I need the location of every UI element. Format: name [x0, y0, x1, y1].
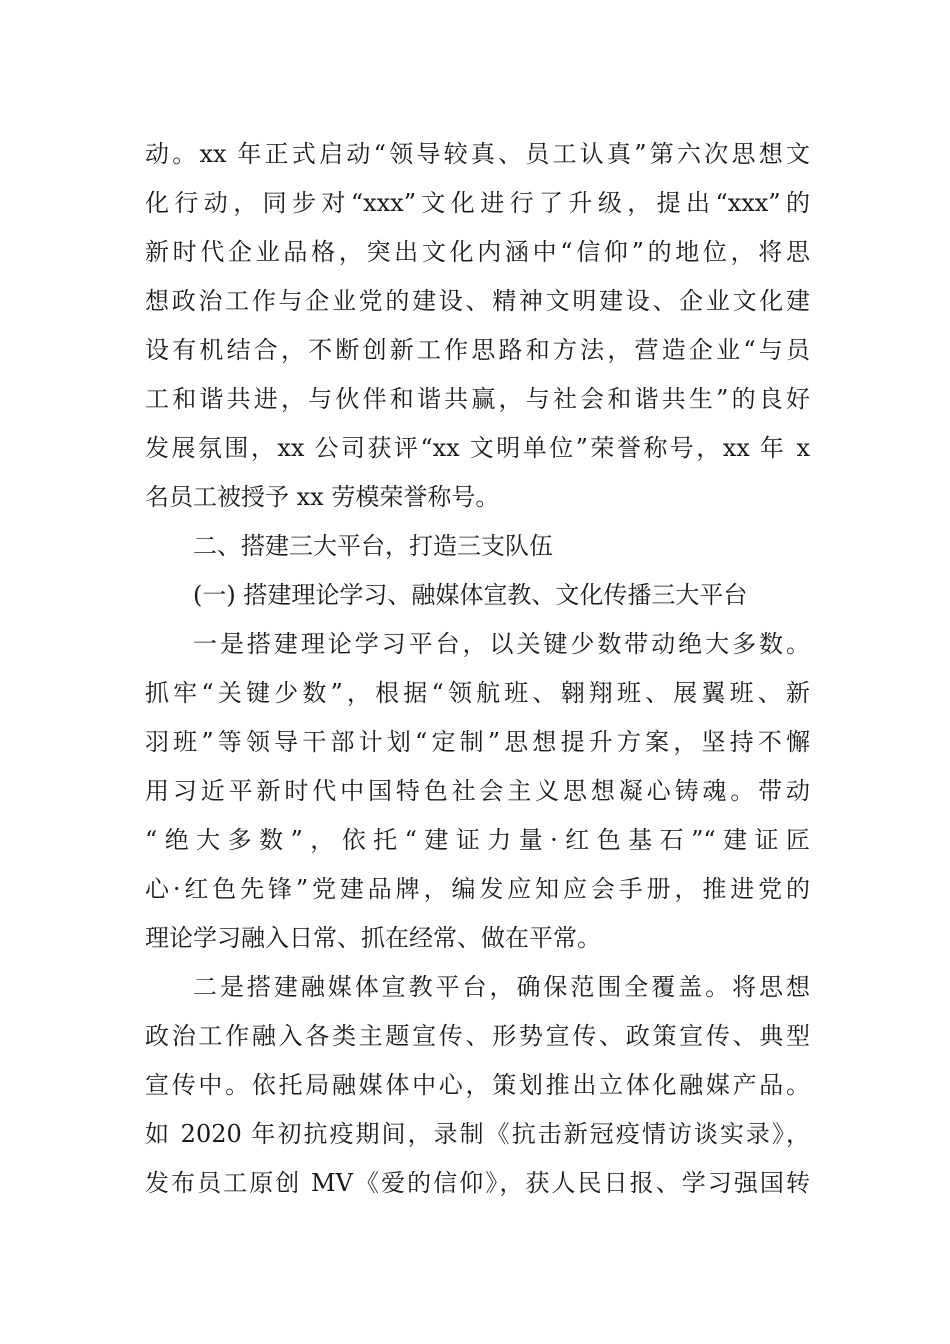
text-line: 宣传中。依托局融媒体中心，策划推出立体化融媒产品。	[145, 1071, 810, 1099]
paragraph-continued	[145, 130, 810, 522]
text-line: 一是搭建理论学习平台，以关键少数带动绝大多数。	[193, 630, 810, 658]
text-line: 用习近平新时代中国特色社会主义思想凝心铸魂。带动	[145, 777, 810, 805]
text-line: 发布员工原创 MV《爱的信仰》，获人民日报、学习强国转	[145, 1169, 810, 1197]
text-line: 心·红色先锋”党建品牌，编发应知应会手册，推进党的	[145, 875, 810, 903]
text-line: 二是搭建融媒体宣教平台，确保范围全覆盖。将思想	[193, 973, 810, 1001]
text-line: 动。xx 年正式启动“领导较真、员工认真”第六次思想文	[145, 140, 810, 168]
heading-line: (一) 搭建理论学习、融媒体宣教、文化传播三大平台	[193, 581, 748, 609]
text-line: “绝大多数”，依托“建证力量·红色基石”“建证匠	[145, 826, 810, 854]
text-line: 新时代企业品格，突出文化内涵中“信仰”的地位，将思	[145, 238, 810, 266]
document-body	[145, 130, 810, 1208]
text-line: 羽班”等领导干部计划“定制”思想提升方案，坚持不懈	[145, 728, 810, 756]
text-line: 化行动，同步对“xxx”文化进行了升级，提出“xxx”的	[145, 189, 810, 217]
text-line: 想政治工作与企业党的建设、精神文明建设、企业文化建	[145, 287, 810, 315]
paragraph-theory-platform	[145, 620, 810, 963]
section-heading	[145, 522, 810, 571]
subsection-heading	[145, 571, 810, 620]
text-line: 发展氛围，xx 公司获评“xx 文明单位”荣誉称号，xx 年 x	[145, 434, 810, 462]
text-line: 名员工被授予 xx 劳模荣誉称号。	[145, 483, 500, 511]
text-line: 如 2020 年初抗疫期间，录制《抗击新冠疫情访谈实录》，	[145, 1120, 810, 1148]
paragraph-media-platform	[145, 963, 810, 1208]
text-line: 抓牢“关键少数”，根据“领航班、翱翔班、展翼班、新	[145, 679, 810, 707]
heading-line: 二、搭建三大平台，打造三支队伍	[193, 532, 553, 560]
text-line: 政治工作融入各类主题宣传、形势宣传、政策宣传、典型	[145, 1022, 810, 1050]
text-line: 理论学习融入日常、抓在经常、做在平常。	[145, 924, 601, 952]
text-line: 工和谐共进，与伙伴和谐共赢，与社会和谐共生”的良好	[145, 385, 810, 413]
text-line: 设有机结合，不断创新工作思路和方法，营造企业“与员	[145, 336, 810, 364]
